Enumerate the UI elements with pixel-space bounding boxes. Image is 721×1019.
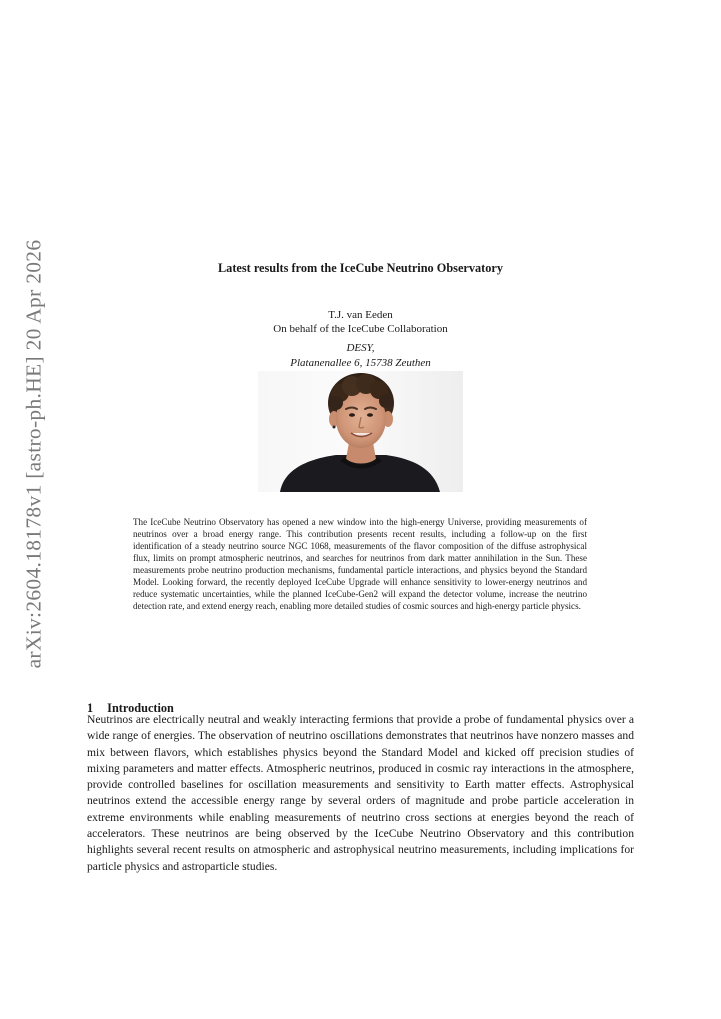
affiliation-address: Platanenallee 6, 15738 Zeuthen — [290, 357, 431, 369]
affiliation: DESY, — [346, 342, 375, 354]
section-title: Introduction — [107, 701, 174, 715]
author-photo — [258, 371, 463, 492]
intro-paragraph: Neutrinos are electrically neutral and weakly interacting fermions that provide a probe of fundamental physics over a wide range of energies. The observation of neutrino oscillations demonstrates that neutrinos have nonzero masses and mix between flavors, which establishes physics beyond the Standard Model and kicked off precision studies of mixing parameters and matter effects. Atmospheric neutrinos, produced in cosmic ray interactions in the atmosphere, provide controlled baselines for oscillation measurements and sensitivity to Earth matter effects. Astrophysical neutrinos extend the accessible energy range by several orders of magnitude and probe particle acceleration in extreme environments while enabling measurements of neutrino cross sections at energies beyond the reach of accelerators. These neutrinos are being observed by the IceCube Neutrino Observatory and this contribution highlights several recent results on atmospheric and astrophysical neutrino measurements, including implications for particle physics and astroparticle studies. — [87, 713, 634, 873]
author-name: T.J. van Eeden — [328, 309, 393, 321]
collaboration-line: On behalf of the IceCube Collaboration — [273, 323, 448, 335]
section-number: 1 — [87, 701, 94, 715]
abstract: The IceCube Neutrino Observatory has opened a new window into the high-energy Universe, providing measurements of neutrinos over a broad energy range. This contribution presents recent results, including a follow-up on the first identification of a steady neutrino source NGC 1068, measurements of the flavor composition of the diffuse astrophysical flux, limits on prompt atmospheric neutrinos, and searches for neutrinos from dark matter annihilation in the Sun. These measurements probe neutrino production mechanisms, fundamental particle interactions, and physics beyond the Standard Model. Looking forward, the recently deployed IceCube Upgrade will enhance sensitivity to lower-energy neutrinos and reduce systematic uncertainties, while the planned IceCube-Gen2 will expand the detector volume, increase the neutrino detection rate, and extend energy reach, enabling more detailed studies of cosmic sources and high-energy particle physics. — [133, 517, 587, 612]
arxiv-stamp — [0, 0, 60, 1019]
paper-title: Latest results from the IceCube Neutrino Observatory — [217, 261, 504, 275]
arxiv-identifier: arXiv:2604.18178v1 [astro-ph.HE] 20 Apr 2026 — [21, 239, 46, 669]
